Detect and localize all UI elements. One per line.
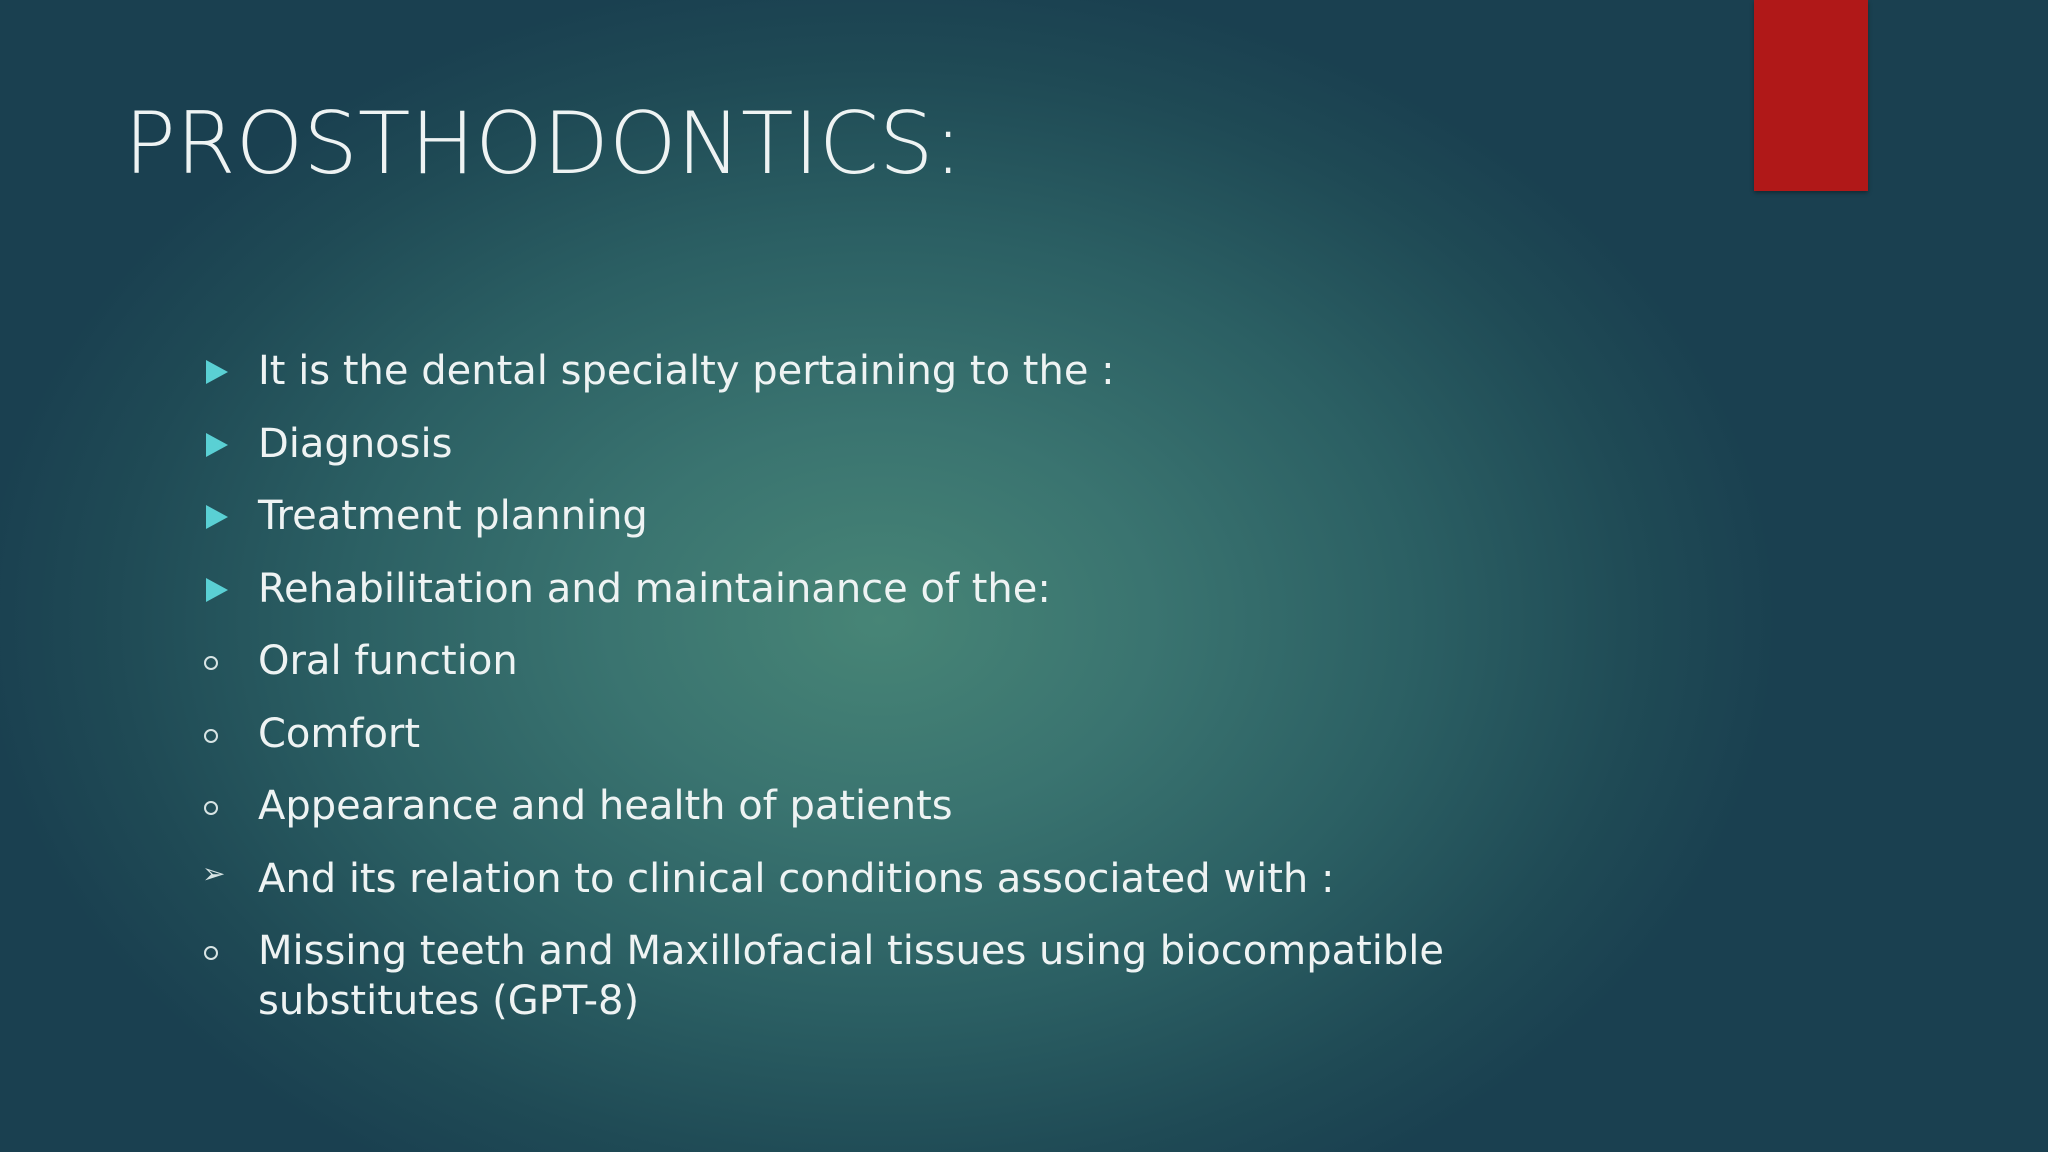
bullet-item <box>200 346 1540 396</box>
circle-bullet-icon <box>200 926 258 976</box>
bullet-text: Treatment planning <box>258 493 648 539</box>
bullet-list <box>200 346 1540 1049</box>
slide-title: PROSTHODONTICS: <box>124 94 963 194</box>
bullet-text: Rehabilitation and maintainance of the: <box>258 565 1051 612</box>
triangle-bullet-icon <box>200 564 258 614</box>
circle-bullet-icon <box>200 636 258 686</box>
triangle-bullet-icon <box>200 491 258 541</box>
red-accent-bar <box>1754 0 1868 191</box>
triangle-bullet-icon <box>200 419 258 469</box>
bullet-text: Oral function <box>258 638 518 684</box>
bullet-text: It is the dental specialty pertaining to the : <box>258 348 1115 394</box>
bullet-item <box>200 419 1540 469</box>
bullet-text: And its relation to clinical conditions associated with : <box>258 855 1335 902</box>
triangle-bullet-icon <box>200 346 258 396</box>
arrow-bullet-icon: ➢ <box>202 856 226 890</box>
bullet-item <box>200 564 1540 614</box>
circle-bullet-icon <box>200 781 258 831</box>
bullet-item <box>200 491 1540 541</box>
bullet-text: Comfort <box>258 710 421 757</box>
bullet-item <box>200 854 1540 904</box>
bullet-item <box>200 709 1540 759</box>
bullet-item <box>200 926 1540 1026</box>
bullet-item <box>200 781 1540 831</box>
bullet-text: Appearance and health of patients <box>258 783 953 829</box>
bullet-text: Missing teeth and Maxillofacial tissues using biocompatible substitutes (GPT-8) <box>258 928 1445 1024</box>
bullet-item <box>200 636 1540 686</box>
circle-bullet-icon <box>200 709 258 759</box>
bullet-text: Diagnosis <box>258 420 453 467</box>
